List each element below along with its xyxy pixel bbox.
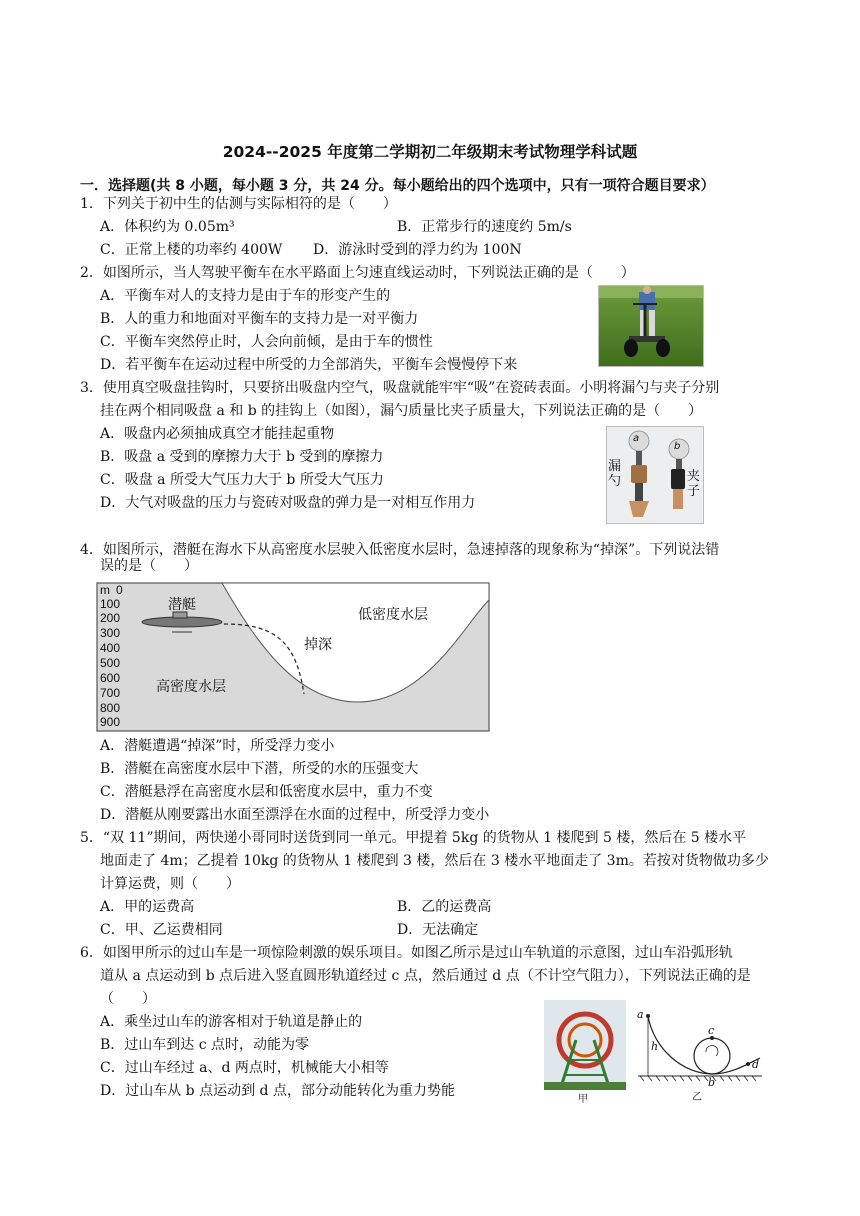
figure-jia-label: 甲 xyxy=(578,1094,588,1105)
depth-unit: m xyxy=(100,583,110,597)
question-2-option-c[interactable]: C．平衡车突然停止时，人会向前倾，是由于车的惯性 xyxy=(100,334,433,350)
suction-cup-photo xyxy=(606,426,704,524)
depth-tick-200: 200 xyxy=(100,611,121,625)
question-3-option-d[interactable]: D．大气对吸盘的压力与瓷砖对吸盘的弹力是一对相互作用力 xyxy=(100,495,476,511)
question-4-stem-line-2: 误的是（ ） xyxy=(100,558,198,574)
question-6-option-c[interactable]: C．过山车经过 a、d 两点时，机械能大小相等 xyxy=(100,1060,389,1076)
high-density-label: 高密度水层 xyxy=(156,679,226,695)
depth-tick-100: 100 xyxy=(100,597,121,611)
question-5-option-d[interactable]: D．无法确定 xyxy=(397,922,479,938)
point-d-label: d xyxy=(752,1058,760,1071)
question-4-option-b[interactable]: B．潜艇在高密度水层中下潜，所受的水的压强变大 xyxy=(100,761,419,777)
question-6-option-a[interactable]: A．乘坐过山车的游客相对于轨道是静止的 xyxy=(100,1014,363,1030)
question-5-option-c[interactable]: C．甲、乙运费相同 xyxy=(100,922,223,938)
question-5-stem-line-3: 计算运费，则（ ） xyxy=(100,876,240,892)
cup-b-label: b xyxy=(674,441,681,452)
depth-tick-0: 0 xyxy=(116,583,123,597)
cup-a-label: a xyxy=(633,433,640,444)
question-2-option-d[interactable]: D．若平衡车在运动过程中所受的力全部消失，平衡车会慢慢停下来 xyxy=(100,357,518,373)
question-6-stem-line-3: （ ） xyxy=(100,991,156,1007)
question-2-stem: 2．如图所示，当人驾驶平衡车在水平路面上匀速直线运动时，下列说法正确的是（ ） xyxy=(80,265,635,281)
question-1-option-b[interactable]: B．正常步行的速度约 5m/s xyxy=(397,219,572,235)
track-schematic xyxy=(634,1000,766,1103)
question-3-stem-line-2: 挂在两个相同吸盘 a 和 b 的挂钩上（如图），漏勺质量比夹子质量大，下列说法正确的是（ ） xyxy=(100,403,703,419)
drop-label: 掉深 xyxy=(304,637,332,653)
question-5-stem-line-2: 地面走了 4m；乙提着 10kg 的货物从 1 楼爬到 3 楼，然后在 3 楼水平地面走了 3m。若按对货物做功多少 xyxy=(100,853,769,869)
question-1-option-c[interactable]: C．正常上楼的功率约 400W xyxy=(100,242,283,258)
point-c-label: c xyxy=(708,1024,715,1037)
question-3-stem-line-1: 3．使用真空吸盘挂钩时，只要挤出吸盘内空气，吸盘就能牢牢“吸”在瓷砖表面。小明将漏勺与夹子分别 xyxy=(80,380,720,396)
point-a-label: a xyxy=(637,1008,644,1021)
question-4-option-a[interactable]: A．潜艇遭遇“掉深”时，所受浮力变小 xyxy=(100,738,335,754)
ladle-label: 漏勺 xyxy=(608,459,622,489)
depth-tick-600: 600 xyxy=(100,671,121,685)
question-3-option-c[interactable]: C．吸盘 a 所受大气压力大于 b 所受大气压力 xyxy=(100,472,384,488)
question-6-option-d[interactable]: D．过山车从 b 点运动到 d 点，部分动能转化为重力势能 xyxy=(100,1083,455,1099)
question-2-option-a[interactable]: A．平衡车对人的支持力是由于车的形变产生的 xyxy=(100,288,391,304)
depth-tick-500: 500 xyxy=(100,656,121,670)
question-2-option-b[interactable]: B．人的重力和地面对平衡车的支持力是一对平衡力 xyxy=(100,311,419,327)
question-5-option-b[interactable]: B．乙的运费高 xyxy=(397,899,492,915)
depth-tick-300: 300 xyxy=(100,626,121,640)
depth-tick-400: 400 xyxy=(100,641,121,655)
question-5-option-a[interactable]: A．甲的运费高 xyxy=(100,899,195,915)
clip-label: 夹子 xyxy=(687,469,701,499)
depth-tick-700: 700 xyxy=(100,686,121,700)
question-1-option-d[interactable]: D．游泳时受到的浮力约为 100N xyxy=(313,242,522,258)
section-heading: 一．选择题(共 8 小题，每小题 3 分，共 24 分。每小题给出的四个选项中，只有一项符合题目要求） xyxy=(80,178,715,194)
depth-tick-800: 800 xyxy=(100,701,121,715)
question-3-option-a[interactable]: A．吸盘内必须抽成真空才能挂起重物 xyxy=(100,426,335,442)
height-h-label: h xyxy=(651,1040,659,1053)
question-6-option-b[interactable]: B．过山车到达 c 点时，动能为零 xyxy=(100,1037,310,1053)
low-density-label: 低密度水层 xyxy=(358,607,428,623)
balance-car-photo xyxy=(598,285,704,367)
question-3-option-b[interactable]: B．吸盘 a 受到的摩擦力大于 b 受到的摩擦力 xyxy=(100,449,384,465)
submarine-diagram xyxy=(96,582,490,732)
depth-tick-900: 900 xyxy=(100,715,121,729)
submarine-label: 潜艇 xyxy=(168,597,196,613)
page-title: 2024--2025 年度第二学期初二年级期末考试物理学科试题 xyxy=(222,143,638,161)
question-4-option-d[interactable]: D．潜艇从刚要露出水面至漂浮在水面的过程中，所受浮力变小 xyxy=(100,807,490,823)
point-b-label: b xyxy=(708,1076,716,1089)
question-1-stem: 1．下列关于初中生的估测与实际相符的是（ ） xyxy=(80,196,397,212)
question-4-stem-line-1: 4．如图所示，潜艇在海水下从高密度水层驶入低密度水层时，急速掉落的现象称为“掉深”。下列说法错 xyxy=(80,542,720,558)
figure-yi-label: 乙 xyxy=(692,1092,702,1103)
question-6-stem-line-1: 6．如图甲所示的过山车是一项惊险刺激的娱乐项目。如图乙所示是过山车轨道的示意图，过山车沿弧形轨 xyxy=(80,945,733,961)
question-1-option-a[interactable]: A．体积约为 0.05m³ xyxy=(100,219,235,235)
question-4-option-c[interactable]: C．潜艇悬浮在高密度水层和低密度水层中，重力不变 xyxy=(100,784,433,800)
question-5-stem-line-1: 5．“双 11”期间，两快递小哥同时送货到同一单元。甲提着 5kg 的货物从 1 楼爬到 5 楼，然后在 5 楼水平 xyxy=(80,830,747,846)
roller-coaster-photo xyxy=(544,1000,626,1105)
question-6-stem-line-2: 道从 a 点运动到 b 点后进入竖直圆形轨道经过 c 点，然后通过 d 点（不计空气阻力），下列说法正确的是 xyxy=(100,968,751,984)
